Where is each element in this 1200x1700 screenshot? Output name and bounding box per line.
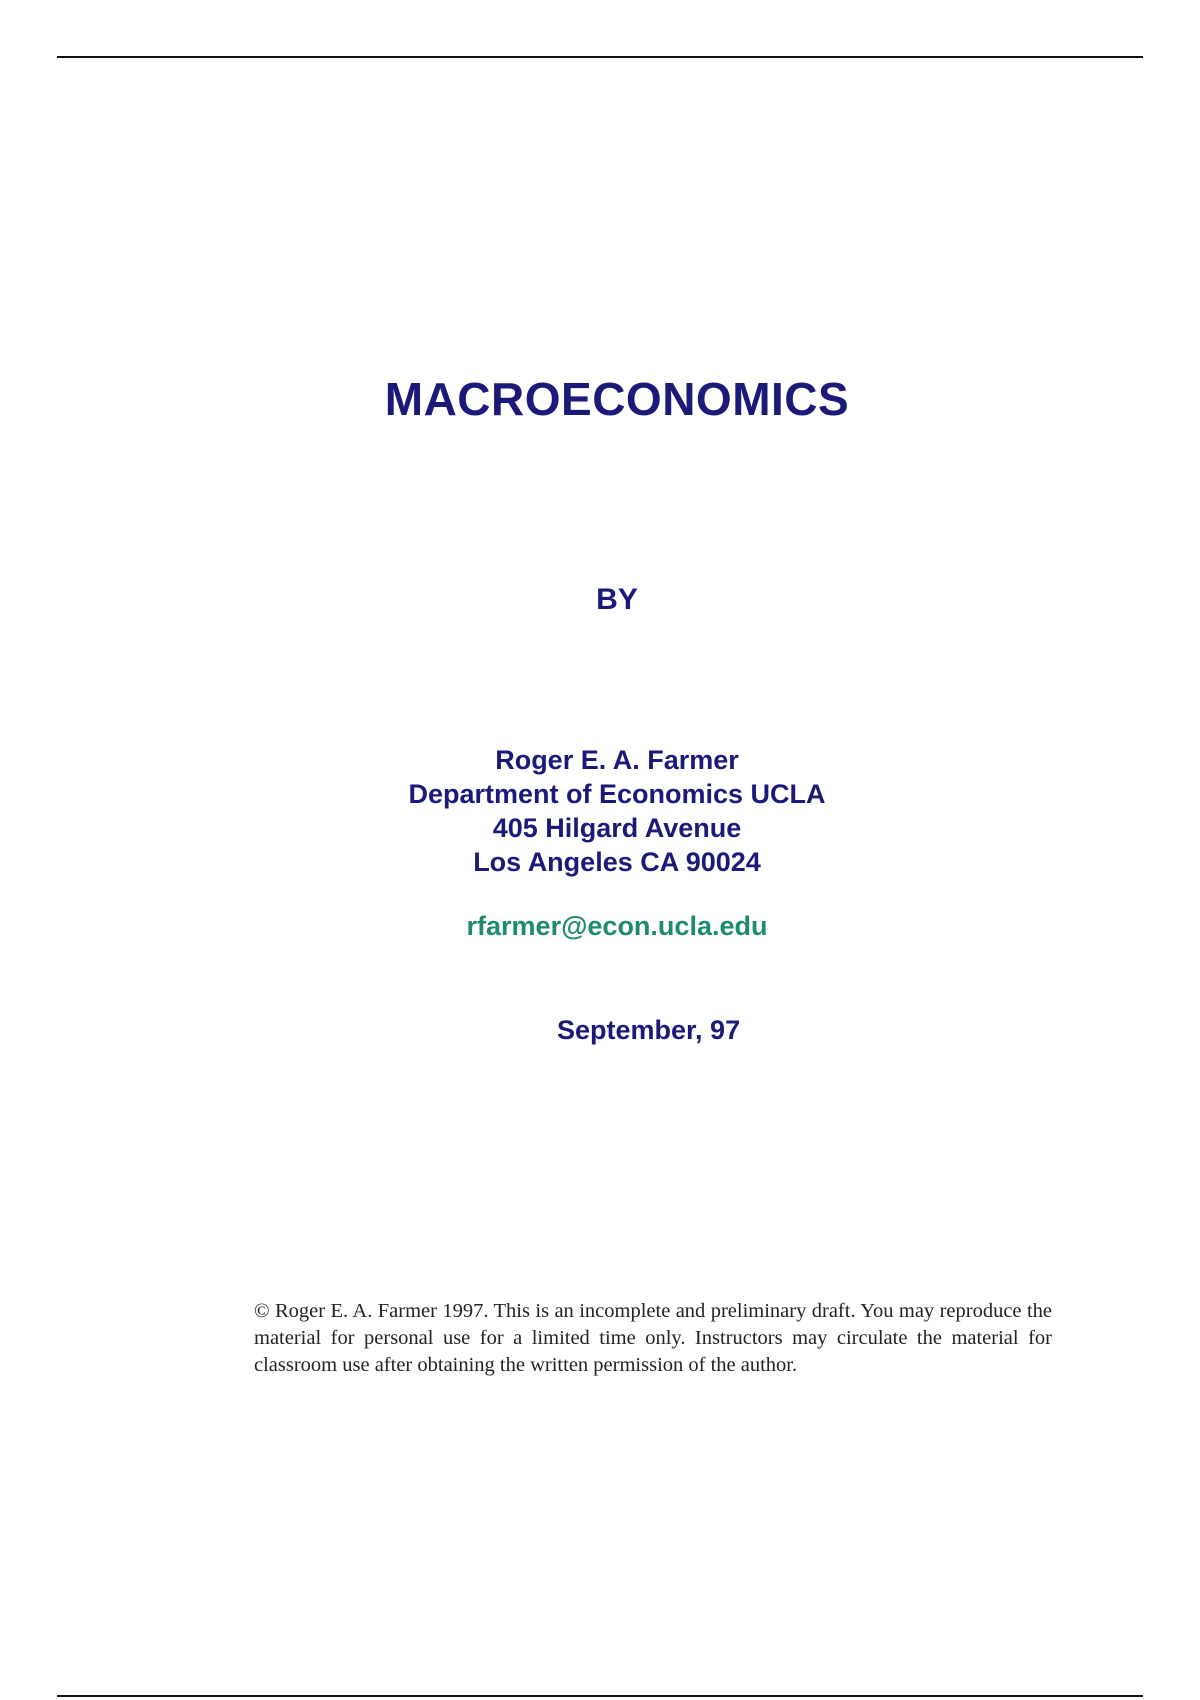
author-email-link[interactable]: rfarmer@econ.ucla.edu xyxy=(466,911,768,941)
top-rule xyxy=(57,56,1143,58)
by-label: BY xyxy=(596,583,638,616)
copyright-notice: © Roger E. A. Farmer 1997. This is an incomplete and preliminary draft. You may reproduce the material for personal use for a limited time only. Instructors may circulate the material for classroom use after obtaining the written permission of the author. xyxy=(254,1300,1052,1376)
document-title: MACROECONOMICS xyxy=(384,373,850,425)
bottom-rule xyxy=(57,1695,1143,1697)
author-name: Roger E. A. Farmer xyxy=(495,745,739,775)
document-date: September, 97 xyxy=(557,1015,741,1045)
author-block xyxy=(0,743,1200,879)
author-department: Department of Economics UCLA xyxy=(408,779,826,809)
author-street: 405 Hilgard Avenue xyxy=(492,813,742,843)
author-city: Los Angeles CA 90024 xyxy=(473,847,761,877)
